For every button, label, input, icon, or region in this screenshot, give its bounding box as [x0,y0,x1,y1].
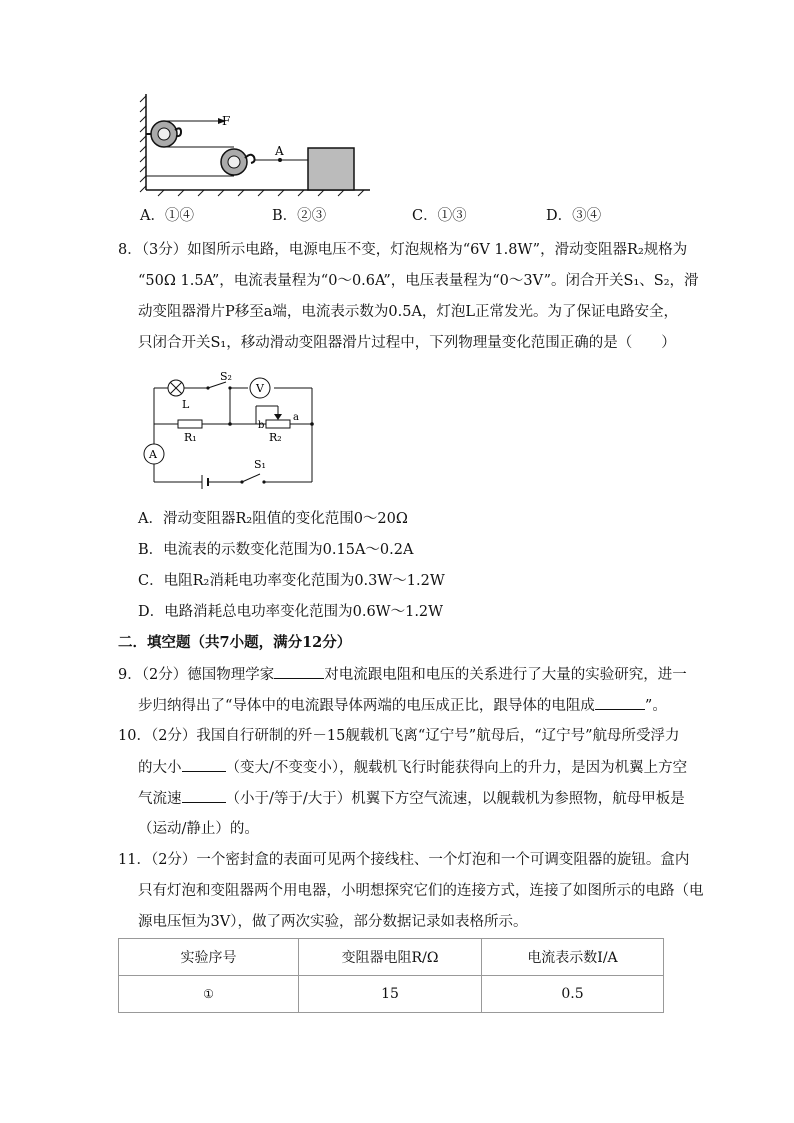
q10-blank-1[interactable] [182,757,226,772]
s2-label: S₂ [220,370,232,383]
r2-end-a: a [293,412,299,423]
q8-option-d: D．电路消耗总电功率变化范围为0.6W～1.2W [138,604,444,620]
voltmeter-label: V [256,382,264,395]
r2-label: R₂ [269,431,282,444]
q10-line-4: （运动/静止）的。 [138,821,259,837]
section-heading: 二．填空题（共7小题，满分12分） [118,634,352,651]
q11-line-1: 11．（2分）一个密封盒的表面可见两个接线柱、一个灯泡和一个可调变阻器的旋钮。盒内 [118,852,690,868]
q10-text-4: （小于/等于/大于）机翼下方空气流速，以舰载机为参照物，航母甲板是 [225,791,685,807]
q9-text-1: 9．（2分）德国物理学家 [118,667,275,683]
r2-end-b: b [258,420,265,431]
q8-line-2: “50Ω 1.5A”，电流表量程为“0～0.6A”，电压表量程为“0～3V”。闭合开关S₁、S₂，滑 [138,273,699,289]
q10-text-3: 气流速 [138,791,182,807]
r1-resistor [178,420,202,428]
q9-blank-2[interactable] [595,695,645,710]
ammeter-label: A [149,448,157,461]
table-row [119,976,664,1013]
q9-text-4: ”。 [644,698,667,714]
block [308,148,354,190]
q7-option-d: D．③④ [546,208,602,224]
q9-line-2 [138,695,667,716]
q10-line-2 [138,757,687,778]
table-cell: 15 [299,976,482,1013]
q9-text-2: 对电流跟电阻和电压的关系进行了大量的实验研究，进一 [324,667,687,683]
r1-label: R₁ [184,431,197,444]
q7-option-c: C．①③ [412,208,467,224]
q10-line-1: 10．（2分）我国自行研制的歼－15舰载机飞离“辽宁号”航母后，“辽宁号”航母所受浮力 [118,728,680,744]
q7-option-b: B．②③ [272,208,327,224]
q8-line-3: 动变阻器滑片P移至a端，电流表示数为0.5A，灯泡L正常发光。为了保证电路安全， [138,304,679,320]
q10-blank-2[interactable] [182,788,226,803]
q9-line-1 [118,664,687,685]
q10-text-2: （变大/不变变小），舰载机飞行时能获得向上的升力，是因为机翼上方空 [225,760,688,776]
q11-line-3: 源电压恒为3V），做了两次实验，部分数据记录如表格所示。 [138,914,528,930]
table-header: 电流表示数I/A [482,939,664,976]
table-cell [119,976,299,1013]
force-label: F [222,114,231,128]
table-header-row [119,939,664,976]
battery-symbol [202,475,208,489]
table-header: 实验序号 [119,939,299,976]
circuit-diagram [138,366,328,494]
q9-blank-1[interactable] [274,664,324,679]
pulley-figure [138,92,378,200]
table-header: 变阻器电阻R/Ω [299,939,482,976]
data-table [118,938,664,1013]
table-cell: 0.5 [482,976,664,1013]
q8-line-4: 只闭合开关S₁，移动滑动变阻器滑片过程中，下列物理量变化范围正确的是（ ） [138,335,676,351]
q8-option-b: B．电流表的示数变化范围为0.15A～0.2A [138,542,414,558]
table-cell-index: ① [203,987,214,1001]
r2-resistor [266,420,290,428]
q9-text-3: 步归纳得出了“导体中的电流跟导体两端的电压成正比，跟导体的电阻成 [138,698,595,714]
q11-line-2: 只有灯泡和变阻器两个用电器，小明想探究它们的连接方式，连接了如图所示的电路（电 [138,883,704,899]
q8-option-a: A．滑动变阻器R₂阻值的变化范围0～20Ω [138,511,408,527]
q10-line-3 [138,788,685,809]
s1-label: S₁ [254,458,266,471]
point-a-label: A [275,144,284,158]
lamp-symbol [168,380,184,396]
q8-line-1: 8．（3分）如图所示电路，电源电压不变，灯泡规格为“6V 1.8W”，滑动变阻器R₂规格为 [118,242,688,258]
q10-text-1: 的大小 [138,760,182,776]
q8-option-c: C．电阻R₂消耗电功率变化范围为0.3W～1.2W [138,573,445,589]
lamp-label: L [182,398,190,411]
q7-option-a: A．①④ [140,208,194,224]
